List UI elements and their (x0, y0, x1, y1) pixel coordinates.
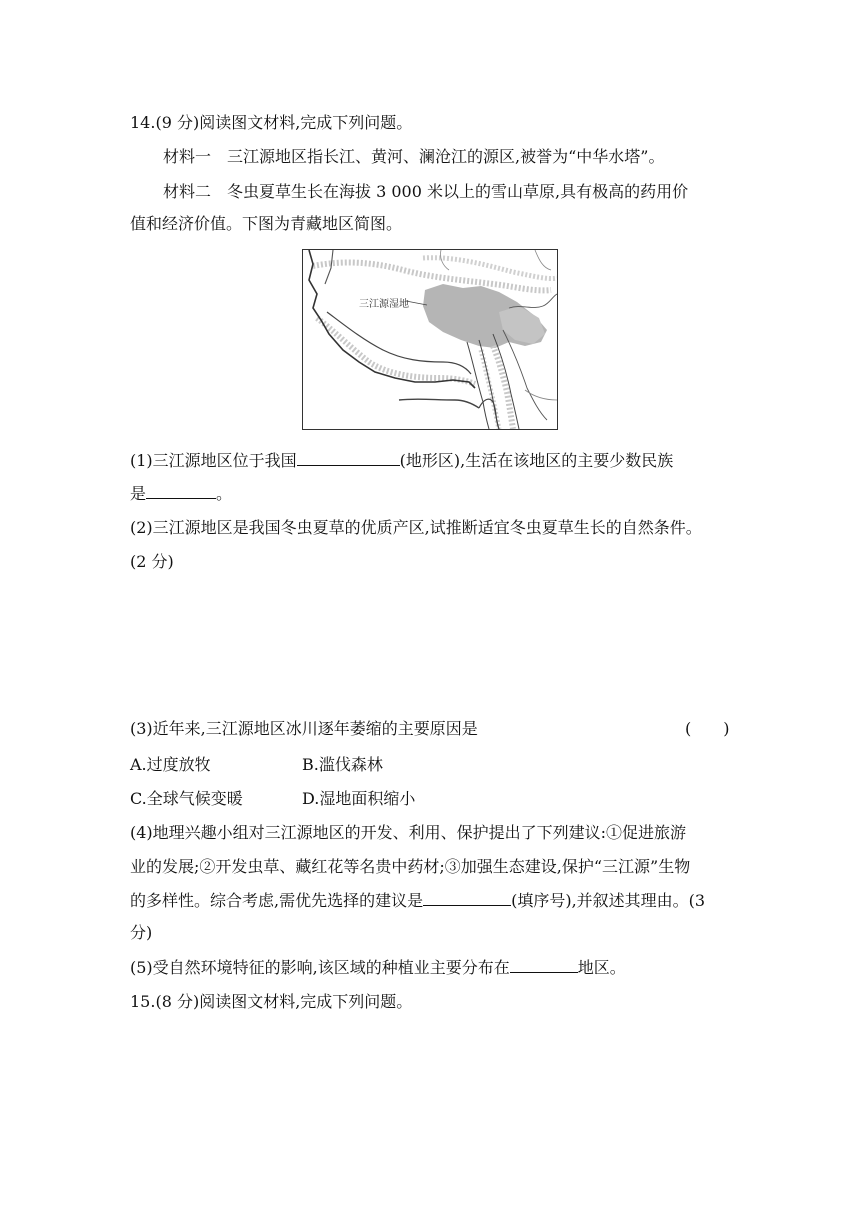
sub-question-4-line-3 (130, 890, 705, 912)
sub-question-4-text-a: 的多样性。综合考虑,需优先选择的建议是 (130, 891, 424, 910)
qinghai-tibet-map (302, 249, 558, 430)
south-border (399, 399, 479, 408)
sub-question-5-text-a: (5)受自然环境特征的影响,该区域的种植业主要分布在 (130, 958, 510, 977)
map-drawing (303, 250, 557, 429)
sub-question-2-line-2: (2 分) (130, 552, 174, 571)
sub-question-3-stem: (3)近年来,三江源地区冰川逐年萎缩的主要原因是 (130, 719, 478, 738)
option-b: B.滥伐森林 (302, 755, 383, 774)
question-14-header: 14.(9 分)阅读图文材料,完成下列问题。 (130, 113, 413, 132)
sub-question-2-line-1: (2)三江源地区是我国冬虫夏草的优质产区,试推断适宜冬虫夏草生长的自然条件。 (130, 518, 702, 537)
sub-question-1-text-c: 是 (130, 484, 147, 503)
material-2-line-2: 值和经济价值。下图为青藏地区简图。 (130, 214, 403, 233)
material-1: 材料一 三江源地区指长江、黄河、澜沧江的源区,被誉为“中华水塔”。 (163, 147, 665, 166)
material-2-line-1: 材料二 冬虫夏草生长在海拔 3 000 米以上的雪山草原,具有极高的药用价 (163, 182, 689, 201)
sub-question-5-text-b: 地区。 (577, 958, 626, 977)
sub-question-4-line-2: 业的发展;②开发虫草、藏红花等名贵中药材;③加强生态建设,保护“三江源”生物 (130, 857, 691, 876)
sub-question-1-text-a: (1)三江源地区位于我国 (130, 451, 297, 470)
answer-blank-landform[interactable] (297, 450, 400, 466)
kunlun-range (313, 263, 551, 291)
answer-choice-parentheses[interactable]: ( ) (685, 719, 730, 738)
sub-question-1-text-b: (地形区),生活在该地区的主要少数民族 (399, 451, 674, 470)
sub-question-5 (130, 957, 626, 979)
option-d: D.湿地面积缩小 (302, 789, 416, 808)
sub-question-4-line-1: (4)地理兴趣小组对三江源地区的开发、利用、保护提出了下列建议:①促进旅游 (130, 823, 687, 842)
sub-question-1-line-1 (130, 450, 673, 472)
sub-question-4-text-b: (填序号),并叙述其理由。(3 (511, 891, 706, 910)
answer-blank-farming-region[interactable] (510, 957, 578, 973)
qilian-range (423, 258, 557, 279)
sub-question-1-text-d: 。 (216, 484, 233, 503)
option-c: C.全球气候变暖 (130, 789, 243, 808)
map-label-wetland: 三江源湿地 (359, 299, 409, 310)
answer-blank-ethnic-group[interactable] (146, 483, 216, 499)
sub-question-1-line-2 (130, 483, 232, 505)
nu-river (467, 342, 489, 429)
question-15-header: 15.(8 分)阅读图文材料,完成下列问题。 (130, 992, 413, 1011)
answer-blank-suggestion[interactable] (423, 890, 511, 906)
option-a: A.过度放牧 (130, 755, 211, 774)
sub-question-4-line-4: 分) (130, 923, 153, 942)
